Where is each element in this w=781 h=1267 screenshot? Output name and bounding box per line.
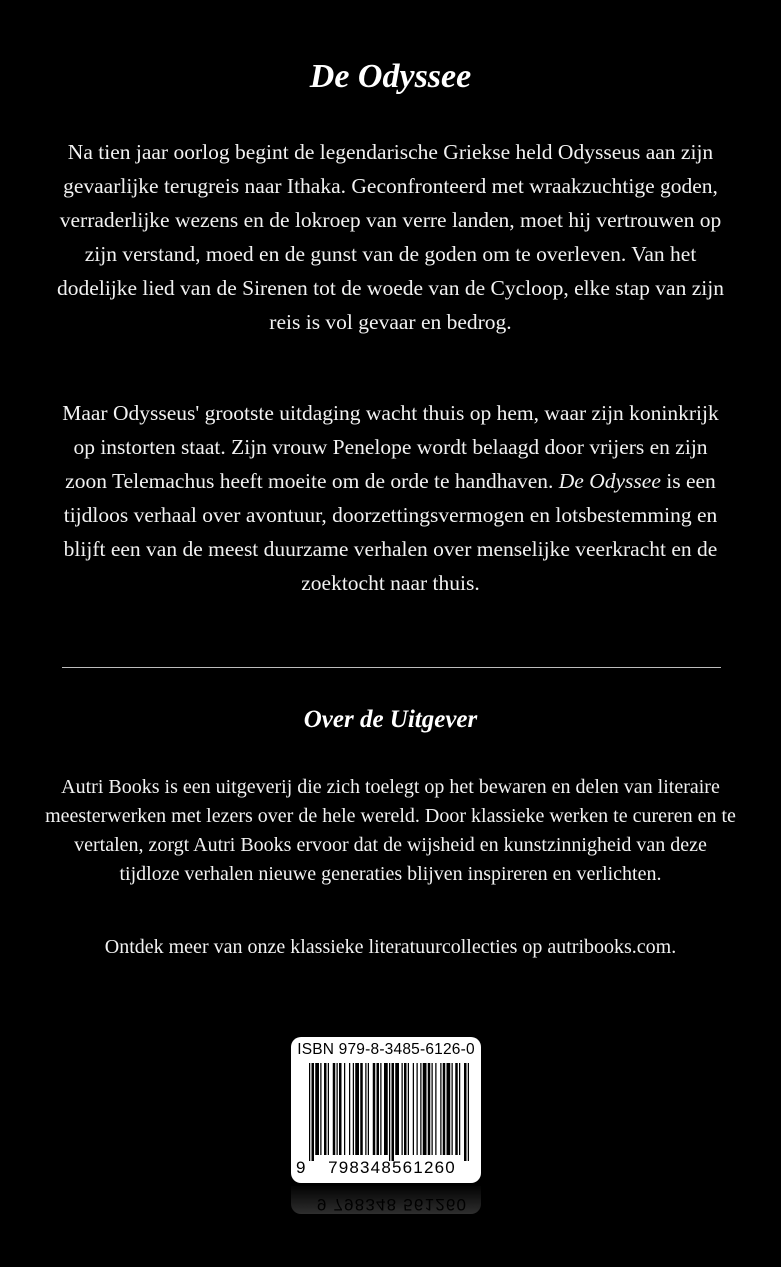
barcode-reflection-gradient xyxy=(291,1186,481,1214)
barcode-bars xyxy=(309,1063,469,1161)
barcode-bar xyxy=(368,1063,369,1155)
barcode-first-digit: 9 xyxy=(296,1158,306,1177)
blurb-paragraph-2 xyxy=(50,396,731,600)
barcode-reflection xyxy=(291,1186,481,1222)
publisher-website-line: Ontdek meer van onze klassieke literatuurcollecties op autribooks.com. xyxy=(104,936,677,958)
barcode-bar xyxy=(392,1063,395,1161)
barcode-digits-row xyxy=(291,1158,481,1182)
barcode-bar xyxy=(353,1063,354,1155)
book-title: De Odyssee xyxy=(309,58,472,95)
barcode-bar xyxy=(435,1063,436,1155)
barcode-bar xyxy=(432,1063,433,1155)
barcode-bar xyxy=(333,1063,336,1155)
barcode-bar xyxy=(440,1063,441,1155)
barcode-digits: 798348561260 xyxy=(328,1158,456,1177)
barcode-bar xyxy=(389,1063,390,1161)
barcode-bar xyxy=(355,1063,359,1155)
barcode-bar xyxy=(344,1063,345,1155)
barcode-bar xyxy=(423,1063,427,1155)
barcode-bar xyxy=(339,1063,342,1155)
barcode-bar xyxy=(337,1063,338,1155)
blurb-p2-title: De Odyssee xyxy=(558,469,661,493)
barcode-bar xyxy=(349,1063,350,1155)
barcode-bar xyxy=(309,1063,310,1161)
blurb-p2-start: Maar Odysseus' grootste uitdaging wacht thuis op hem, waar zijn koninkrijk op instorten staat. Zijn vrouw Penelope wordt belaagd door vrijers en zijn zoon Telemachus heeft moeite om de orde te handhaven. xyxy=(62,401,719,493)
barcode-bar xyxy=(377,1063,380,1155)
isbn-barcode xyxy=(291,1037,481,1183)
barcode-bar xyxy=(395,1063,399,1155)
barcode-bar xyxy=(360,1063,363,1155)
barcode-bar xyxy=(320,1063,321,1155)
barcode-bar xyxy=(328,1063,329,1155)
barcode-reflection-digits: 9 798348 561260 xyxy=(316,1195,468,1214)
barcode-bar xyxy=(455,1063,458,1155)
barcode-bar xyxy=(468,1063,469,1161)
barcode-bar xyxy=(373,1063,376,1155)
barcode-bar xyxy=(402,1063,403,1155)
barcode-bar xyxy=(404,1063,407,1155)
barcode-bar xyxy=(315,1063,319,1155)
barcode-bar xyxy=(384,1063,388,1155)
publisher-heading: Over de Uitgever xyxy=(303,706,478,733)
barcode-bar xyxy=(408,1063,409,1155)
blurb-p2-end: is een tijdloos verhaal over avontuur, doorzettingsvermogen en lotsbestemming en blijft een van de meest duurzame verhalen over menselijke veerkracht en de zoektocht naar thuis. xyxy=(63,469,718,595)
barcode-bar xyxy=(365,1063,366,1155)
barcode-bar xyxy=(464,1063,467,1161)
barcode-bar xyxy=(324,1063,327,1155)
barcode-bar xyxy=(447,1063,451,1155)
barcode-bar xyxy=(420,1063,421,1155)
barcode-bar xyxy=(428,1063,431,1155)
blurb-paragraph-1: Na tien jaar oorlog begint de legendarische Griekse held Odysseus aan zijn gevaarlijke terugreis naar Ithaka. Geconfronteerd met wraakzuchtige goden, verraderlijke wezens en de lokroep van verre landen, moet hij vertrouwen op zijn verstand, moed en de gunst van de goden om te overleven. Van het dodelijke lied van de Sirenen tot de woede van de Cycloop, elke stap van zijn reis is vol gevaar en bedrog. xyxy=(57,140,724,334)
barcode-bar xyxy=(413,1063,414,1155)
barcode-bar xyxy=(312,1063,315,1161)
publisher-paragraph: Autri Books is een uitgeverij die zich toelegt op het bewaren en delen van literaire meesterwerken met lezers over de hele wereld. Door klassieke werken te cureren en te vertalen, zorgt Autri Books ervoor dat de wijsheid en kunstzinnigheid van deze tijdloze verhalen nieuwe generaties blijven inspireren en verlichten. xyxy=(45,776,736,885)
section-divider xyxy=(62,667,721,668)
barcode-bar xyxy=(380,1063,381,1155)
barcode-bar xyxy=(459,1063,460,1155)
barcode-bar xyxy=(443,1063,446,1155)
isbn-label: ISBN 979-8-3485-6126-0 xyxy=(297,1041,475,1058)
barcode-bar xyxy=(452,1063,453,1155)
barcode-bar xyxy=(417,1063,418,1155)
